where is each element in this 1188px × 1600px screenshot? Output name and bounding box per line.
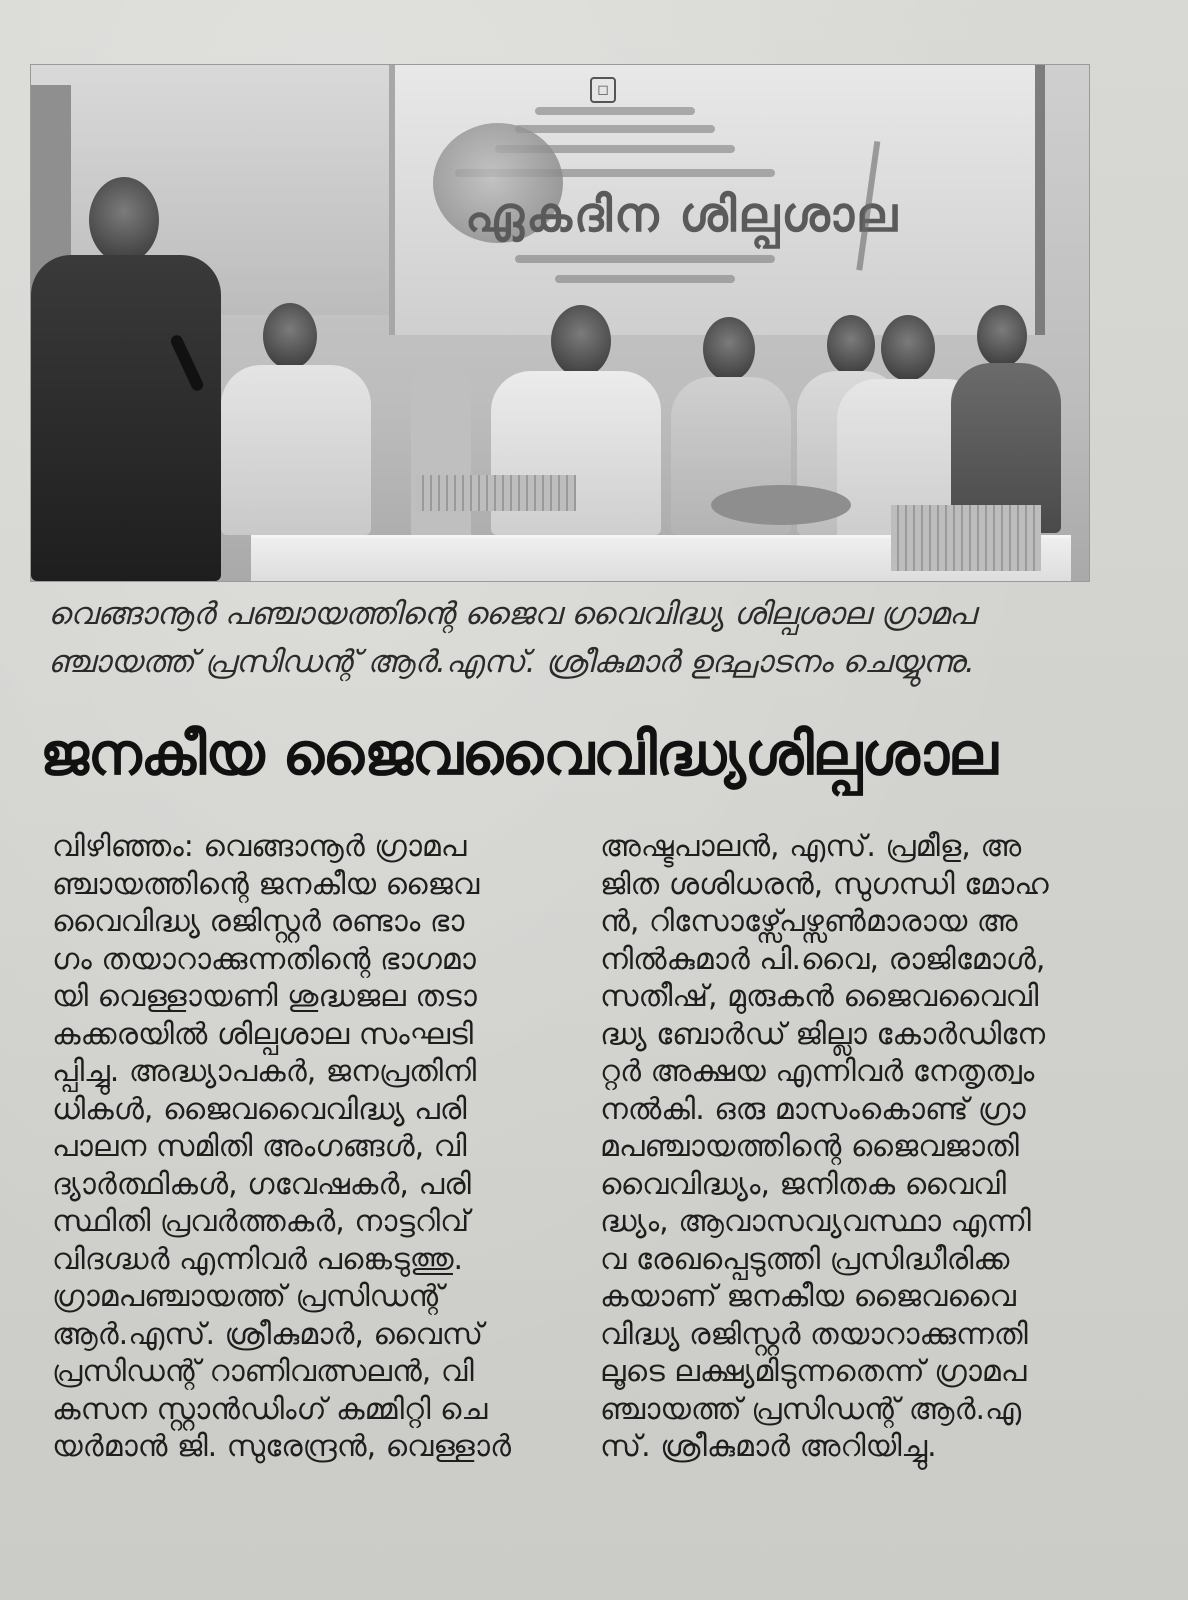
article-line: സതീഷ്, മുരുകൻ ജൈവവൈവി: [600, 979, 1039, 1014]
workshop-banner: [389, 65, 1045, 335]
article-line: പ്പിച്ചു. അദ്ധ്യാപകർ, ജനപ്രതിനി: [52, 1054, 477, 1089]
photo-caption: [48, 590, 1108, 686]
article-line: പാലന സമിതി അംഗങ്ങൾ, വി: [52, 1129, 467, 1164]
article-line: സ്. ശ്രീകുമാർ അറിയിച്ചു.: [600, 1429, 937, 1464]
article-line: ഗം തയാറാക്കുന്നതിന്റെ ഭാഗമാ: [52, 941, 476, 977]
person-head: [703, 317, 755, 381]
plant-graphic-icon: [856, 141, 939, 279]
person-body: [31, 255, 221, 581]
article-headline: ജനകീയ ജൈവവൈവിദ്ധ്യശില്പശാല: [40, 720, 997, 788]
person-head: [263, 303, 317, 369]
article-line: കസന സ്റ്റാൻഡിംഗ് കമ്മിറ്റി ചെ: [52, 1391, 488, 1427]
table-papers: [416, 475, 576, 511]
article-line: പ്രസിഡന്റ് റാണിവത്സലൻ, വി: [52, 1354, 474, 1389]
article-line: ദ്ധ്യ ബോർഡ് ജില്ലാ കോർഡിനേ: [600, 1016, 1046, 1052]
article-line: നൽകി. ഒരു മാസംകൊണ്ട് ഗ്രാ: [600, 1091, 1026, 1127]
person-head: [827, 315, 875, 375]
article-line: മപഞ്ചായത്തിന്റെ ജൈവജാതി: [600, 1129, 1019, 1164]
table-stack: [891, 505, 1041, 571]
table-basket: [711, 485, 851, 525]
article-line: യർമാൻ ജി. സുരേന്ദ്രൻ, വെള്ളാർ: [52, 1429, 511, 1464]
article-line: ൻ, റിസോഴ്സ്പേഴ്സൺമാരായ അ: [600, 904, 1018, 939]
caption-line: വെങ്ങാനൂർ പഞ്ചായത്തിന്റെ ജൈവ വൈവിദ്ധ്യ ശില്പശാല ഗ്രാമപ: [48, 596, 976, 632]
article-column-right: [600, 828, 1110, 1466]
article-line: അഷ്ടപാലൻ, എസ്. പ്രമീള, അ: [600, 829, 1022, 864]
article-line: റ്റർ അക്ഷയ എന്നിവർ നേതൃത്വം: [600, 1054, 1035, 1089]
article-line: നിൽകുമാർ പി.വൈ, രാജിമോൾ,: [600, 941, 1046, 977]
person-head: [551, 305, 611, 377]
article-line: ദ്ധ്യം, ആവാസവ്യവസ്ഥാ എന്നി: [600, 1204, 1031, 1239]
banner-text-line: [515, 125, 715, 133]
person-head: [881, 315, 935, 381]
person-body: [221, 365, 371, 535]
banner-title: ഏകദിന ശില്പശാല: [465, 187, 900, 243]
banner-logo-icon: ◻: [590, 77, 616, 103]
caption-line: ഞ്ചായത്ത് പ്രസിഡന്റ് ആർ.എസ്. ശ്രീകുമാർ ഉദ്ഘാടനം ചെയ്യുന്നു.: [48, 644, 975, 680]
article-line: വൈവിദ്ധ്യ രജിസ്റ്റർ രണ്ടാം ഭാ: [52, 904, 465, 939]
article-line: വിഴിഞ്ഞം: വെങ്ങാനൂർ ഗ്രാമപ: [52, 829, 467, 864]
banner-text-line: [535, 107, 695, 115]
article-line: വ രേഖപ്പെടുത്തി പ്രസിദ്ധീരിക്ക: [600, 1241, 1010, 1277]
article-line: യി വെള്ളായണി ശുദ്ധജല തടാ: [52, 979, 477, 1014]
article-line: കയാണ് ജനകീയ ജൈവവൈ: [600, 1279, 1016, 1314]
article-line: വിദഗ്ദ്ധർ എന്നിവർ പങ്കെടുത്തു.: [52, 1241, 464, 1277]
banner-text-line: [555, 275, 735, 283]
article-line: ജിത ശശിധരൻ, സുഗന്ധി മോഹ: [600, 866, 1049, 902]
person-head: [89, 177, 159, 263]
article-column-left: [52, 828, 557, 1466]
banner-text-line: [515, 255, 775, 263]
article-line: ആർ.എസ്. ശ്രീകുമാർ, വൈസ്: [52, 1316, 484, 1352]
article-line: ദ്യാർത്ഥികൾ, ഗവേഷകർ, പരി: [52, 1166, 471, 1202]
article-line: സ്ഥിതി പ്രവർത്തകർ, നാട്ടറിവ്: [52, 1204, 470, 1239]
article-line: ലൂടെ ലക്ഷ്യമിടുന്നതെന്ന് ഗ്രാമപ: [600, 1354, 1027, 1389]
article-line: കക്കരയിൽ ശില്പശാല സംഘടി: [52, 1016, 474, 1052]
article-line: വിദ്ധ്യ രജിസ്റ്റർ തയാറാക്കുന്നതി: [600, 1316, 1028, 1352]
article-line: ഞ്ചായത്തിന്റെ ജനകീയ ജൈവ: [52, 866, 480, 902]
article-line: ഗ്രാമപഞ്ചായത്ത് പ്രസിഡന്റ്: [52, 1279, 444, 1314]
person-head: [977, 305, 1027, 367]
article-line: വൈവിദ്ധ്യം, ജനിതക വൈവി: [600, 1166, 1007, 1202]
article-line: ഞ്ചായത്ത് പ്രസിഡന്റ് ആർ.എ: [600, 1391, 1022, 1427]
event-photo: [30, 64, 1090, 582]
article-line: ധികൾ, ജൈവവൈവിദ്ധ്യ പരി: [52, 1091, 467, 1127]
